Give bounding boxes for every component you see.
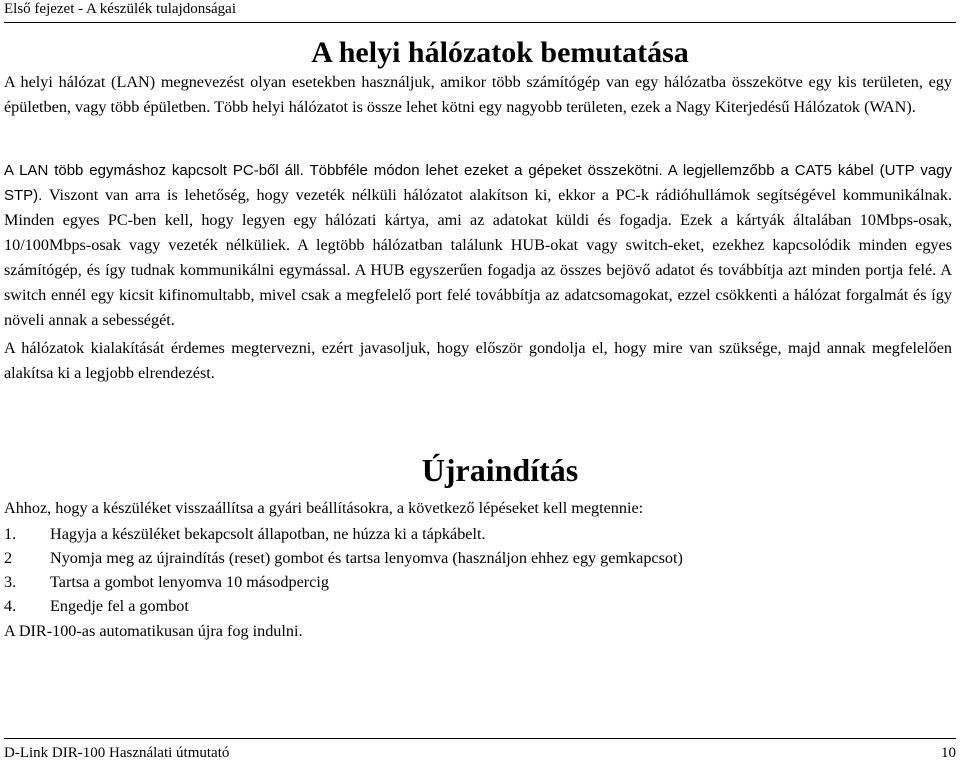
paragraph-lan-details-sans: A LAN több egymáshoz kapcsolt PC-ből áll. Többféle módon lehet ezeket a gépeket összekötni. A legjellemzőbb a CAT5 kábel (UTP vagy STP). xyxy=(4,162,952,204)
step-number: 4. xyxy=(4,597,17,615)
step-text: Engedje fel a gombot xyxy=(50,597,189,615)
step-text: Nyomja meg az újraindítás (reset) gombot és tartsa lenyomva (használjon ehhez egy gemkapcsot) xyxy=(50,549,683,567)
reset-step-1 xyxy=(4,523,486,545)
reset-step-2 xyxy=(4,547,683,569)
reset-intro: Ahhoz, hogy a készüléket visszaállítsa a gyári beállításokra, a következő lépéseket kell megtennie: xyxy=(4,499,644,517)
section-title-reset: Újraindítás xyxy=(421,452,579,488)
paragraph-lan-details-rest: Viszont van arra is lehetőség, hogy vezeték nélküli hálózatot alakítson ki, ekkor a PC-k rádióhullámok segítségével kommunikálnak. Minden egyes PC-ben kell, hogy legyen egy hálózati kártya, ami az adatokat küldi és fogadja. Ezek a kártyák általában 10Mbps-osak, 10/100Mbps-osak vagy vezeték nélküliek. A legtöbb hálózatban találunk HUB-okat vagy switch-eket, ezekhez kapcsolódik minden egyes számítógép, és így tudnak kommunikálni egymással. A HUB egyszerűen fogadja az összes bejövő adatot és továbbítja azt minden portja felé. A switch ennél egy kicsit kifinomultabb, mivel csak a megfelelő port felé továbbítja az adatcsomagokat, ezzel csökkenti a hálózat forgalmát és így növeli annak a sebességét. xyxy=(4,186,952,329)
paragraph-lan-details xyxy=(4,158,952,333)
paragraph-lan-planning: A hálózatok kialakítását érdemes megtervezni, ezért javasoljuk, hogy először gondolja el, hogy mire van szüksége, majd annak megfelelően alakítsa ki a legjobb elrendezést. xyxy=(4,339,952,382)
step-text: Hagyja a készüléket bekapcsolt állapotban, ne húzza ki a tápkábelt. xyxy=(50,525,486,543)
step-number: 2 xyxy=(4,549,13,567)
page-number: 10 xyxy=(941,745,956,761)
page-header xyxy=(4,0,956,23)
step-number: 3. xyxy=(4,573,17,591)
page-footer xyxy=(4,738,956,761)
section-title-lan: A helyi hálózatok bemutatása xyxy=(311,36,689,69)
chapter-title: Első fejezet - A készülék tulajdonságai xyxy=(4,1,237,17)
step-number: 1. xyxy=(4,525,17,543)
paragraph-lan-intro: A helyi hálózat (LAN) megnevezést olyan esetekben használjuk, amikor több számítógép van egy hálózatba összekötve egy kis területen, egy épületben, vagy több épületben. Több helyi hálózatot is össze lehet kötni egy nagyobb területen, ezek a Nagy Kiterjedésű Hálózatok (WAN). xyxy=(4,73,952,116)
reset-step-3 xyxy=(4,571,329,593)
step-text: Tartsa a gombot lenyomva 10 másodpercig xyxy=(50,573,329,591)
reset-outro: A DIR-100-as automatikusan újra fog indulni. xyxy=(4,622,303,640)
reset-step-4 xyxy=(4,595,189,617)
manual-title: D-Link DIR-100 Használati útmutató xyxy=(4,745,230,761)
